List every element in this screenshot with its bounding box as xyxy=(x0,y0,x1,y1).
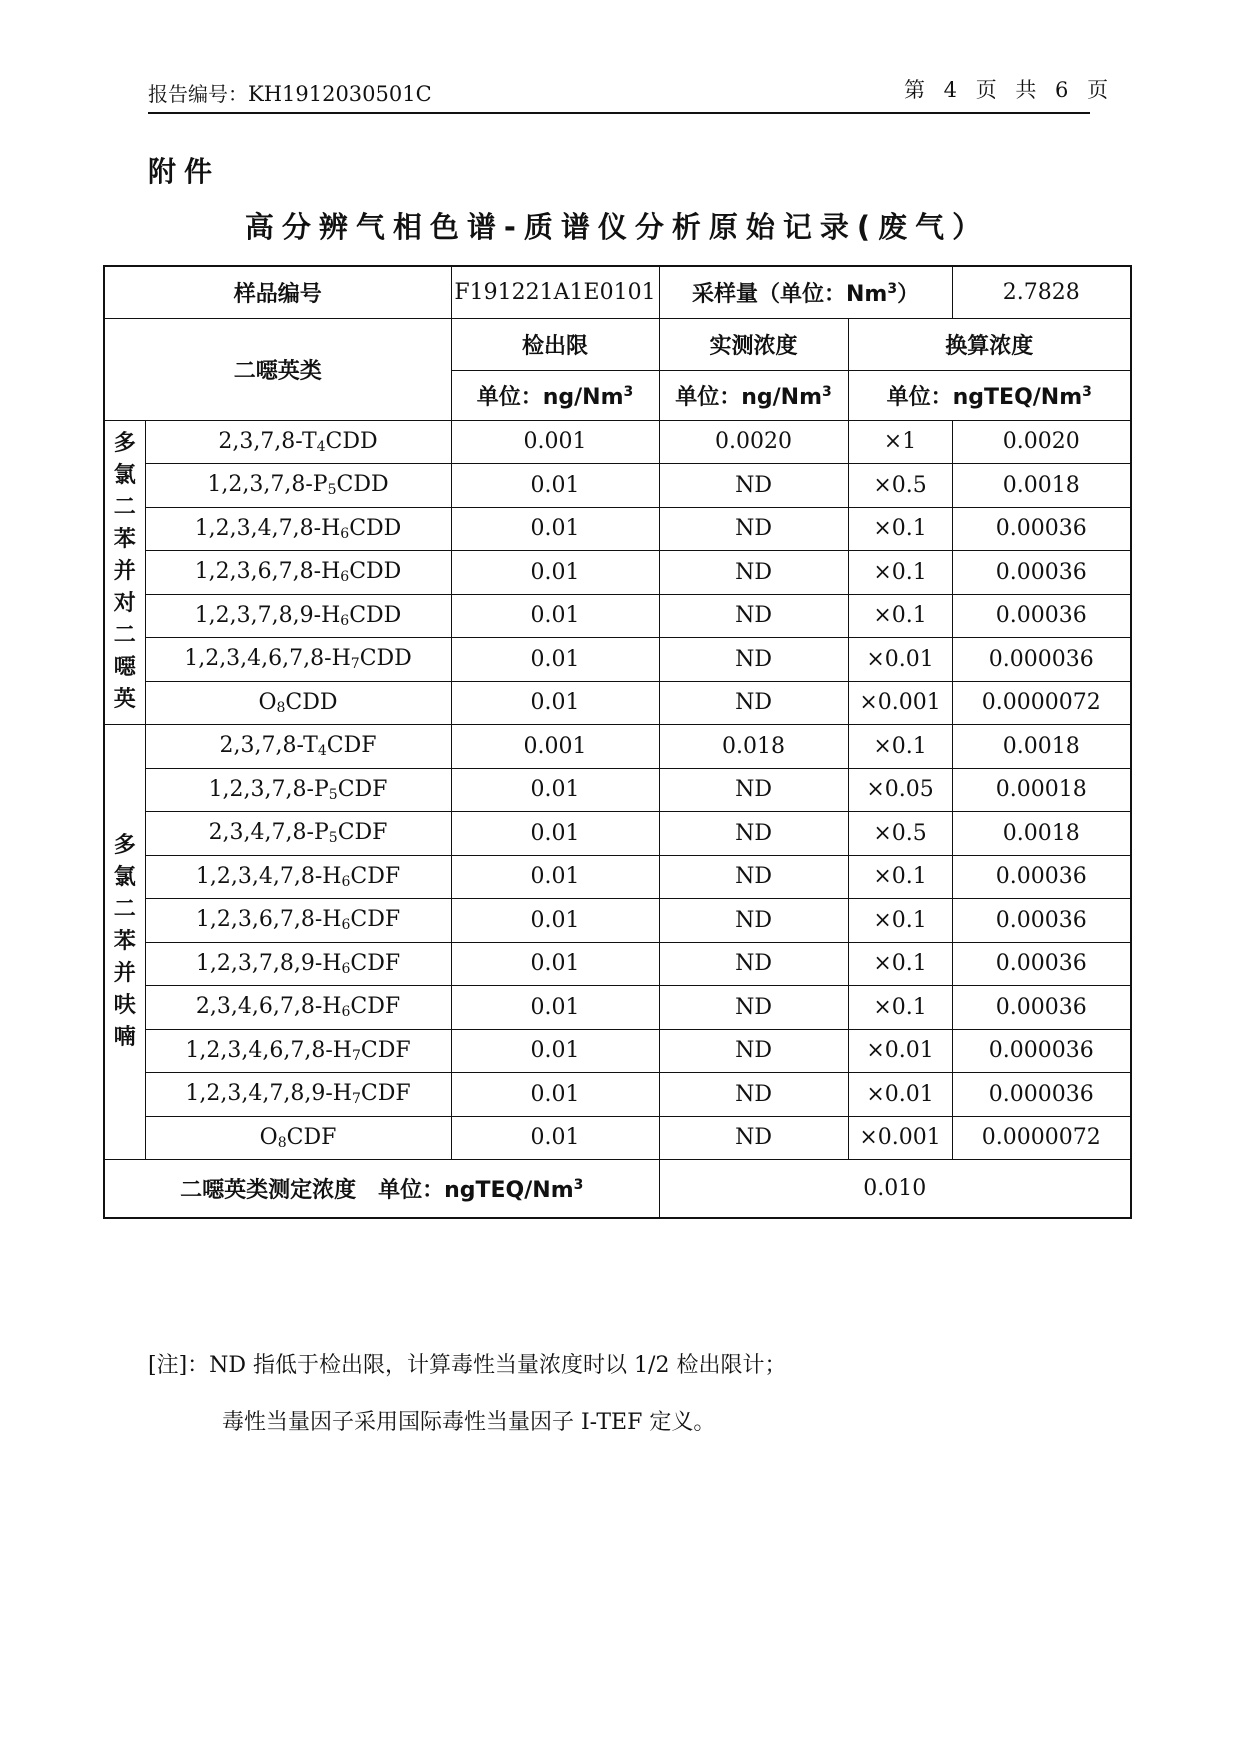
compound-name: $2,3,4,7,8-P_5CDF$ xyxy=(145,812,451,856)
compound-name: $1,2,3,7,8-P_5CDF$ xyxy=(145,768,451,812)
detection-limit-cell: 0.01 xyxy=(451,638,659,682)
col-detection-limit: 检出限 xyxy=(451,318,659,370)
measured-cell: ND xyxy=(659,942,848,986)
sampling-volume-label: 采样量（单位：Nm$^3$） xyxy=(659,266,952,318)
converted-cell: 0.0000072 xyxy=(952,1116,1131,1160)
converted-cell: 0.00036 xyxy=(952,551,1131,595)
tef-factor-cell: ×0.1 xyxy=(848,594,952,638)
total-label: 二噁英类测定浓度 单位：ngTEQ/Nm$^3$ xyxy=(104,1160,659,1218)
col-measured: 实测浓度 xyxy=(659,318,848,370)
converted-cell: 0.00036 xyxy=(952,942,1131,986)
sample-no-label: 样品编号 xyxy=(104,266,451,318)
pcdf-row xyxy=(104,768,1131,812)
converted-cell: 0.000036 xyxy=(952,1073,1131,1117)
page-info: 第 4 页 共 6 页 xyxy=(904,78,1115,102)
tef-factor-cell: ×0.1 xyxy=(848,986,952,1030)
report-number-value: KH1912030501C xyxy=(248,82,432,106)
pcdf-row xyxy=(104,725,1131,769)
sampling-volume-value: 2.7828 xyxy=(952,266,1131,318)
pcdd-row xyxy=(104,464,1131,508)
report-number-label: 报告编号： xyxy=(148,82,248,106)
measured-cell: 0.018 xyxy=(659,725,848,769)
measured-cell: ND xyxy=(659,1073,848,1117)
tef-factor-cell: ×1 xyxy=(848,420,952,464)
detection-limit-cell: 0.01 xyxy=(451,768,659,812)
tef-factor-cell: ×0.1 xyxy=(848,942,952,986)
sample-no-value: F191221A1E0101 xyxy=(451,266,659,318)
detection-limit-cell: 0.01 xyxy=(451,551,659,595)
measured-cell: ND xyxy=(659,638,848,682)
measured-cell: ND xyxy=(659,812,848,856)
measured-cell: ND xyxy=(659,1116,848,1160)
total-row xyxy=(104,1160,1131,1218)
converted-cell: 0.00036 xyxy=(952,986,1131,1030)
total-value: 0.010 xyxy=(659,1160,1131,1218)
note-line-1: [注]：ND 指低于检出限，计算毒性当量浓度时以 1/2 检出限计； xyxy=(148,1353,787,1378)
measured-cell: ND xyxy=(659,1029,848,1073)
compound-name: $1,2,3,7,8,9-H_6CDF$ xyxy=(145,942,451,986)
measured-cell: ND xyxy=(659,768,848,812)
detection-limit-cell: 0.01 xyxy=(451,986,659,1030)
detection-limit-cell: 0.01 xyxy=(451,594,659,638)
page-title: 高分辨气相色谱-质谱仪分析原始记录(废气） xyxy=(244,210,990,244)
pcdf-row xyxy=(104,855,1131,899)
pcdd-row xyxy=(104,551,1131,595)
converted-cell: 0.00036 xyxy=(952,899,1131,943)
tef-factor-cell: ×0.001 xyxy=(848,1116,952,1160)
tef-factor-cell: ×0.1 xyxy=(848,507,952,551)
converted-cell: 0.0018 xyxy=(952,725,1131,769)
detection-limit-cell: 0.01 xyxy=(451,942,659,986)
pcdf-row xyxy=(104,942,1131,986)
measured-cell: ND xyxy=(659,464,848,508)
converted-cell: 0.0020 xyxy=(952,420,1131,464)
pcdd-row xyxy=(104,507,1131,551)
pcdf-row xyxy=(104,1073,1131,1117)
dioxin-table xyxy=(103,265,1132,1219)
detection-limit-cell: 0.01 xyxy=(451,1029,659,1073)
detection-limit-cell: 0.01 xyxy=(451,1116,659,1160)
compound-name: $2,3,7,8-T_4CDF$ xyxy=(145,725,451,769)
note-line-2: 毒性当量因子采用国际毒性当量因子 I-TEF 定义。 xyxy=(222,1410,716,1435)
header-divider xyxy=(148,112,1090,114)
detection-limit-cell: 0.001 xyxy=(451,725,659,769)
detection-limit-cell: 0.01 xyxy=(451,1073,659,1117)
converted-cell: 0.00018 xyxy=(952,768,1131,812)
tef-factor-cell: ×0.01 xyxy=(848,638,952,682)
tef-factor-cell: ×0.001 xyxy=(848,681,952,725)
tef-factor-cell: ×0.1 xyxy=(848,725,952,769)
compound-name: $1,2,3,6,7,8-H_6CDD$ xyxy=(145,551,451,595)
compound-name: $1,2,3,4,7,8,9-H_7CDF$ xyxy=(145,1073,451,1117)
tef-factor-cell: ×0.01 xyxy=(848,1073,952,1117)
measured-cell: ND xyxy=(659,594,848,638)
detection-limit-cell: 0.01 xyxy=(451,681,659,725)
compound-name: $1,2,3,7,8,9-H_6CDD$ xyxy=(145,594,451,638)
compound-name: $O_8CDD$ xyxy=(145,681,451,725)
detection-limit-cell: 0.01 xyxy=(451,812,659,856)
measured-cell: ND xyxy=(659,855,848,899)
tef-factor-cell: ×0.5 xyxy=(848,812,952,856)
column-header-row xyxy=(104,318,1131,370)
compound-name: $1,2,3,4,7,8-H_6CDF$ xyxy=(145,855,451,899)
pcdf-row xyxy=(104,812,1131,856)
unit-measured: 单位：ng/Nm$^3$ xyxy=(659,370,848,420)
detection-limit-cell: 0.01 xyxy=(451,507,659,551)
pcdd-group-label: 多氯二苯并对二噁英 xyxy=(104,420,145,725)
tef-factor-cell: ×0.01 xyxy=(848,1029,952,1073)
compound-name: $2,3,7,8-T_4CDD$ xyxy=(145,420,451,464)
converted-cell: 0.000036 xyxy=(952,638,1131,682)
compound-name: $O_8CDF$ xyxy=(145,1116,451,1160)
pcdd-row xyxy=(104,594,1131,638)
converted-cell: 0.00036 xyxy=(952,507,1131,551)
pcdf-row xyxy=(104,986,1131,1030)
detection-limit-cell: 0.001 xyxy=(451,420,659,464)
pcdd-row xyxy=(104,681,1131,725)
converted-cell: 0.0000072 xyxy=(952,681,1131,725)
tef-factor-cell: ×0.1 xyxy=(848,855,952,899)
detection-limit-cell: 0.01 xyxy=(451,899,659,943)
measured-cell: ND xyxy=(659,681,848,725)
pcdd-row xyxy=(104,420,1131,464)
tef-factor-cell: ×0.1 xyxy=(848,899,952,943)
pcdf-row xyxy=(104,899,1131,943)
category-label: 二噁英类 xyxy=(104,318,451,420)
measured-cell: ND xyxy=(659,507,848,551)
tef-factor-cell: ×0.5 xyxy=(848,464,952,508)
compound-name: $1,2,3,4,6,7,8-H_7CDD$ xyxy=(145,638,451,682)
measured-cell: ND xyxy=(659,899,848,943)
pcdf-group-label: 多氯二苯并呋喃 xyxy=(104,725,145,1160)
unit-converted: 单位：ngTEQ/Nm$^3$ xyxy=(848,370,1131,420)
compound-name: $1,2,3,4,7,8-H_6CDD$ xyxy=(145,507,451,551)
converted-cell: 0.00036 xyxy=(952,594,1131,638)
compound-name: $1,2,3,4,6,7,8-H_7CDF$ xyxy=(145,1029,451,1073)
pcdd-row xyxy=(104,638,1131,682)
tef-factor-cell: ×0.05 xyxy=(848,768,952,812)
unit-detection-limit: 单位：ng/Nm$^3$ xyxy=(451,370,659,420)
detection-limit-cell: 0.01 xyxy=(451,464,659,508)
converted-cell: 0.0018 xyxy=(952,464,1131,508)
pcdf-row xyxy=(104,1029,1131,1073)
col-converted: 换算浓度 xyxy=(848,318,1131,370)
detection-limit-cell: 0.01 xyxy=(451,855,659,899)
measured-cell: ND xyxy=(659,551,848,595)
sample-row xyxy=(104,266,1131,318)
pcdf-row xyxy=(104,1116,1131,1160)
measured-cell: ND xyxy=(659,986,848,1030)
measured-cell: 0.0020 xyxy=(659,420,848,464)
compound-name: $1,2,3,7,8-P_5CDD$ xyxy=(145,464,451,508)
converted-cell: 0.00036 xyxy=(952,855,1131,899)
tef-factor-cell: ×0.1 xyxy=(848,551,952,595)
converted-cell: 0.000036 xyxy=(952,1029,1131,1073)
compound-name: $2,3,4,6,7,8-H_6CDF$ xyxy=(145,986,451,1030)
converted-cell: 0.0018 xyxy=(952,812,1131,856)
report-number xyxy=(148,78,432,107)
attachment-label: 附件 xyxy=(148,155,221,188)
compound-name: $1,2,3,6,7,8-H_6CDF$ xyxy=(145,899,451,943)
